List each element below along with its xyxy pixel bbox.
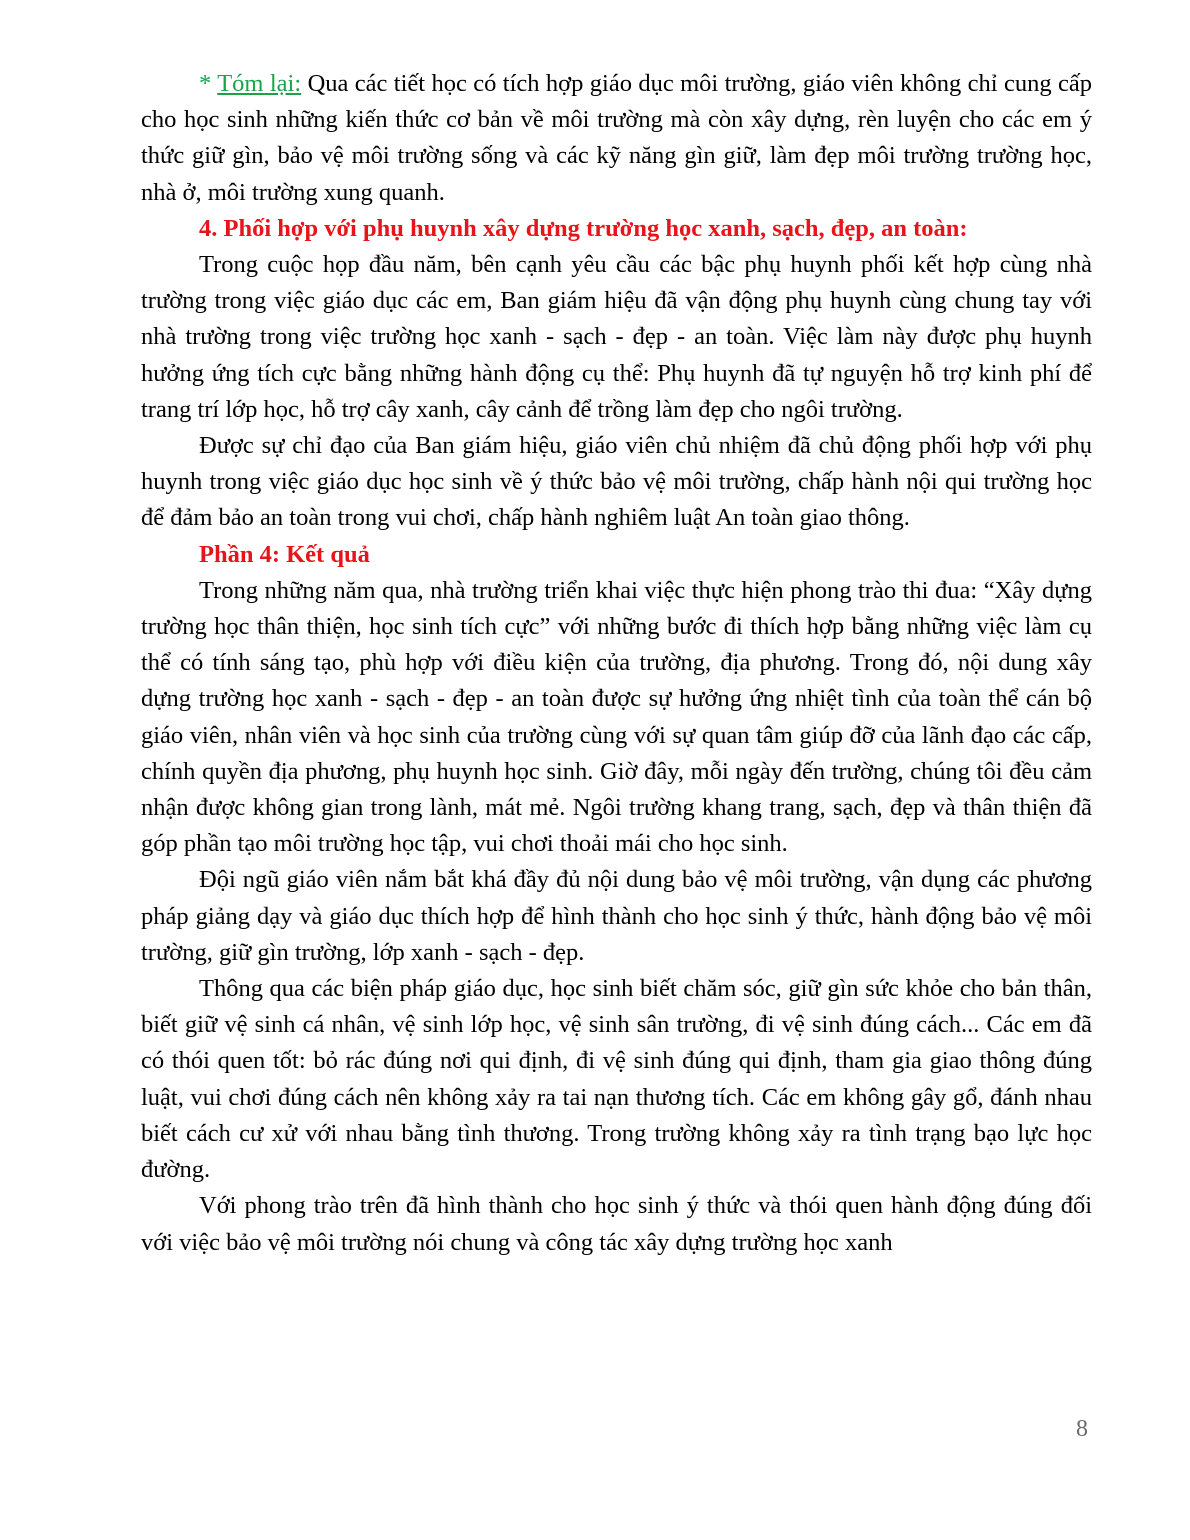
document-page bbox=[141, 66, 1092, 1261]
page-number: 8 bbox=[1076, 1416, 1088, 1442]
part4-paragraph-4: Với phong trào trên đã hình thành cho học sinh ý thức và thói quen hành động đúng đối với việc bảo vệ môi trường nói chung và công tác xây dựng trường học xanh bbox=[141, 1192, 1092, 1256]
part4-paragraph-1: Trong những năm qua, nhà trường triển khai việc thực hiện phong trào thi đua: “Xây dựng trường học thân thiện, học sinh tích cực” với những bước đi thích hợp bằng những việc làm cụ thể có tính sáng tạo, phù hợp với điều kiện của trường, địa phương. Trong đó, nội dung xây dựng trường học xanh - sạch - đẹp - an toàn được sự hưởng ứng nhiệt tình của toàn thể cán bộ giáo viên, nhân viên và học sinh của trường cùng với sự quan tâm giúp đỡ của lãnh đạo các cấp, chính quyền địa phương, phụ huynh học sinh. Giờ đây, mỗi ngày đến trường, chúng tôi đều cảm nhận được không gian trong lành, mát mẻ. Ngôi trường khang trang, sạch, đẹp và thân thiện đã góp phần tạo môi trường học tập, vui chơi thoải mái cho học sinh. bbox=[141, 576, 1092, 858]
section4-heading: 4. Phối hợp với phụ huynh xây dựng trường học xanh, sạch, đẹp, an toàn: bbox=[199, 214, 968, 242]
section4-paragraph-1: Trong cuộc họp đầu năm, bên cạnh yêu cầu các bậc phụ huynh phối kết hợp cùng nhà trường trong việc giáo dục các em, Ban giám hiệu đã vận động phụ huynh cùng chung tay với nhà trường trong việc trường học xanh - sạch - đẹp - an toàn. Việc làm này được phụ huynh hưởng ứng tích cực bằng những hành động cụ thể: Phụ huynh đã tự nguyện hỗ trợ kinh phí để trang trí lớp học, hỗ trợ cây xanh, cây cảnh để trồng làm đẹp cho ngôi trường. bbox=[141, 251, 1092, 423]
summary-text: Qua các tiết học có tích hợp giáo dục môi trường, giáo viên không chỉ cung cấp cho học sinh những kiến thức cơ bản về môi trường mà còn xây dựng, rèn luyện cho các em ý thức giữ gìn, bảo vệ môi trường sống và các kỹ năng gìn giữ, làm đẹp môi trường trường học, nhà ở, môi trường xung quanh. bbox=[141, 70, 1092, 206]
summary-paragraph bbox=[141, 66, 1092, 211]
part4-paragraph-3: Thông qua các biện pháp giáo dục, học sinh biết chăm sóc, giữ gìn sức khỏe cho bản thân, biết giữ vệ sinh cá nhân, vệ sinh lớp học, vệ sinh sân trường, đi vệ sinh đúng cách... Các em đã có thói quen tốt: bỏ rác đúng nơi qui định, đi vệ sinh đúng qui định, tham gia giao thông đúng luật, vui chơi đúng cách nên không xảy ra tai nạn thương tích. Các em không gây gổ, đánh nhau biết cách cư xử với nhau bằng tình thương. Trong trường không xảy ra tình trạng bạo lực học đường. bbox=[141, 975, 1092, 1184]
summary-star: * bbox=[199, 70, 212, 97]
part4-heading: Phần 4: Kết quả bbox=[199, 540, 370, 568]
summary-label: Tóm lại: bbox=[217, 70, 302, 97]
section4-paragraph-2: Được sự chỉ đạo của Ban giám hiệu, giáo viên chủ nhiệm đã chủ động phối hợp với phụ huynh trong việc giáo dục học sinh về ý thức bảo vệ môi trường, chấp hành nội qui trường học để đảm bảo an toàn trong vui chơi, chấp hành nghiêm luật An toàn giao thông. bbox=[141, 432, 1092, 532]
part4-paragraph-2: Đội ngũ giáo viên nắm bắt khá đầy đủ nội dung bảo vệ môi trường, vận dụng các phương pháp giảng dạy và giáo dục thích hợp để hình thành cho học sinh ý thức, hành động bảo vệ môi trường, giữ gìn trường, lớp xanh - sạch - đẹp. bbox=[141, 866, 1092, 966]
